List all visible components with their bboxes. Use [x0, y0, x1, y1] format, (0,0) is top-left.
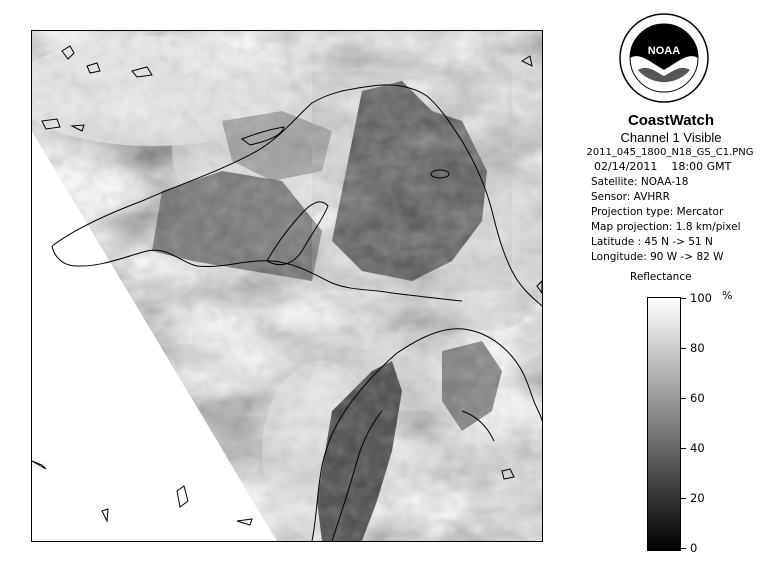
scale-title: Reflectance — [630, 271, 692, 283]
scale-unit: % — [722, 289, 733, 302]
scale-tick — [680, 498, 686, 499]
scale-tick-label: 60 — [690, 391, 705, 405]
scale-tick-label: 20 — [690, 491, 705, 505]
filename-label: 2011_045_1800_N18_GS_C1.PNG — [586, 147, 754, 158]
brand-title: CoastWatch — [627, 112, 715, 129]
meta-map-projection: Map projection: 1.8 km/pixel — [591, 221, 741, 233]
channel-label: Channel 1 Visible — [620, 130, 722, 145]
scale-tick-label: 100 — [690, 291, 712, 305]
reflectance-colorbar — [647, 297, 681, 551]
scale-tick-label: 0 — [690, 541, 698, 555]
meta-sensor: Sensor: AVHRR — [591, 191, 670, 203]
scale-tick — [680, 448, 686, 449]
meta-satellite: Satellite: NOAA-18 — [591, 176, 689, 188]
meta-longitude: Longitude: 90 W -> 82 W — [591, 251, 724, 263]
logo-center-text: NOAA — [647, 45, 681, 57]
meta-latitude: Latitude : 45 N -> 51 N — [591, 236, 713, 248]
scale-tick — [680, 398, 686, 399]
scale-tick — [680, 298, 686, 299]
satellite-map — [31, 30, 543, 542]
scale-tick — [680, 548, 686, 549]
datetime-label: 02/14/2011 18:00 GMT — [594, 160, 732, 173]
scale-tick-label: 40 — [690, 441, 705, 455]
satellite-image — [32, 31, 542, 541]
scale-tick — [680, 348, 686, 349]
meta-projection-type: Projection type: Mercator — [591, 206, 724, 218]
scale-tick-label: 80 — [690, 341, 705, 355]
noaa-logo — [618, 12, 710, 104]
info-panel — [556, 112, 776, 263]
